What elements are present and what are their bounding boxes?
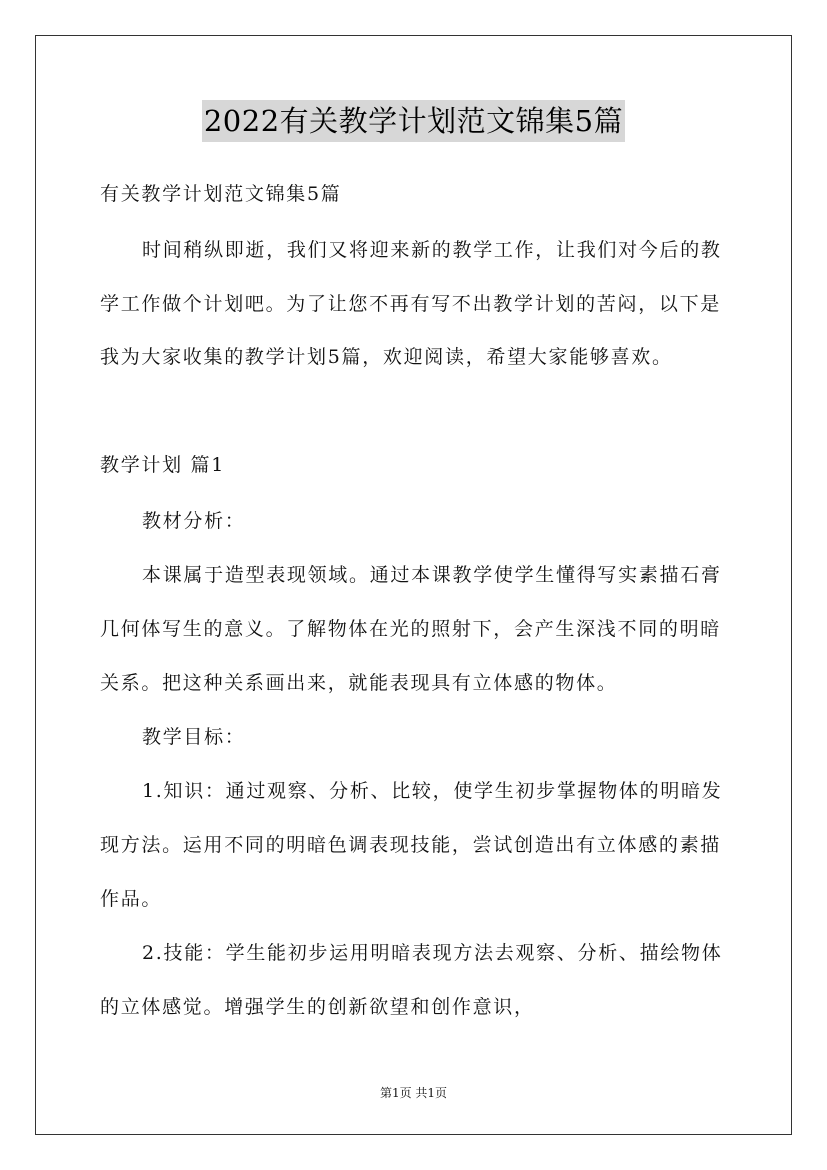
goal2-line-1: 2.技能：学生能初步运用明暗表现方法去观察、分析、描绘物体 bbox=[142, 942, 723, 964]
goal1-line-1: 1.知识：通过观察、分析、比较，使学生初步掌握物体的明暗发 bbox=[142, 780, 723, 802]
intro-line-3: 我为大家收集的教学计划5篇，欢迎阅读，希望大家能够喜欢。 bbox=[100, 346, 673, 368]
material-line-1: 本课属于造型表现领域。通过本课教学使学生懂得写实素描石膏 bbox=[142, 564, 722, 586]
document-title: 2022有关教学计划范文锦集5篇 bbox=[202, 100, 625, 142]
intro-line-2: 学工作做个计划吧。为了让您不再有写不出教学计划的苦闷，以下是 bbox=[100, 293, 722, 315]
goal1-line-2: 现方法。运用不同的明暗色调表现技能，尝试创造出有立体感的素描 bbox=[100, 834, 722, 856]
goals-heading: 教学目标： bbox=[142, 726, 246, 748]
goal2-line-2: 的立体感觉。增强学生的创新欲望和创作意识， bbox=[100, 996, 535, 1018]
title-container bbox=[0, 100, 827, 142]
material-line-3: 关系。把这种关系画出来，就能表现具有立体感的物体。 bbox=[100, 672, 618, 694]
section-heading: 教学计划 篇1 bbox=[100, 454, 226, 476]
subtitle: 有关教学计划范文锦集5篇 bbox=[100, 183, 342, 205]
goal1-line-3: 作品。 bbox=[100, 888, 163, 910]
material-line-2: 几何体写生的意义。了解物体在光的照射下，会产生深浅不同的明暗 bbox=[100, 618, 722, 640]
material-heading: 教材分析： bbox=[142, 510, 246, 532]
intro-line-1: 时间稍纵即逝，我们又将迎来新的教学工作，让我们对今后的教 bbox=[142, 239, 722, 261]
page-footer: 第1页 共1页 bbox=[379, 1086, 448, 1100]
